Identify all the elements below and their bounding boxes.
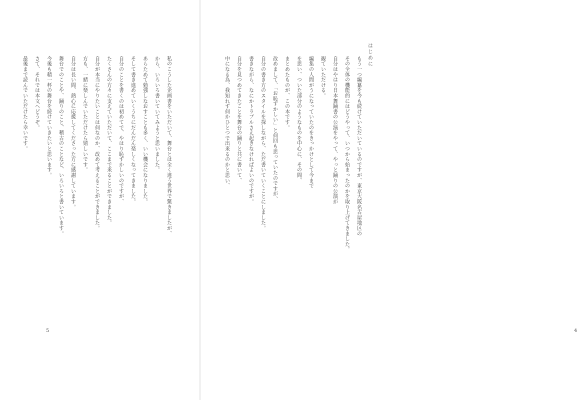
body-line: 自分が本当にやりたいことは何なのか、改めて考えることができました。 — [94, 56, 100, 231]
body-line: 改めまして、「お恥ずかしい」と何回も思っていたのですが、 — [272, 56, 278, 202]
body-line: 自分はやはり日本舞踊書の公演をやって、やっと踊りの公演が — [332, 56, 338, 205]
body-line: 中になる為、我知れず何かひとつで出来るのかと思い、 — [224, 56, 230, 189]
body-line: 観ていただける。 — [320, 56, 326, 99]
body-line: 私のこうした企画書をいただいて、舞台とは全く違う世界で驚きましたが、 — [166, 56, 172, 237]
page-number: 5 — [46, 328, 50, 334]
body-line: まとめたものが、この本です。 — [284, 56, 290, 131]
body-line: 最後まで読んでいただけたら幸いです。 — [22, 56, 28, 152]
left-page — [0, 0, 200, 400]
body-line: 自分は長い間、熱心に応援してくださった方に感謝しています。 — [70, 56, 76, 210]
body-line: その全体の機能的にはどうやって、いつから始まったのかを取り上げてきました。 — [344, 56, 350, 253]
body-line: を思い、ついた部分のようなものを中心に、その間、 — [296, 56, 302, 184]
body-line: 今後も精一杯の舞台を続けていきたいと思います。 — [46, 56, 52, 178]
body-line: 方も、一緒に楽しんでいただけたら嬉しいです。 — [82, 56, 88, 173]
body-line: 舞台でのことや、踊りのこと、稽古のことなど、いろいろと書いています。 — [58, 56, 64, 237]
body-line: 書きながら、なにかトラブルさえ起きなければよいのですが。 — [248, 56, 254, 205]
chapter-heading: はじめに — [367, 43, 373, 67]
body-line: 編集の人間がうになっていたのをきっかけとして今まで — [308, 56, 314, 189]
body-line: たくさんの方々に支えていただいて、ここまで来ることができました。 — [106, 56, 112, 226]
body-line: 自分の書き方のスタイルを探しながら、ただ書いていくことにしました。 — [260, 56, 266, 231]
body-line: あらためて勉強しなおすことも多く、いい機会になりました。 — [142, 56, 148, 205]
page-number: 4 — [574, 328, 577, 334]
body-line: 自分のことを書くのは初めてで、やはり恥ずかしいのですが、 — [118, 56, 124, 205]
right-page — [200, 0, 577, 400]
body-line: から、いろいろ書いていてみようと思いました。 — [154, 56, 160, 173]
body-line: もう一つ編纂を今も続けていただいているのですが、東京大阪名古屋地区の — [356, 56, 362, 237]
body-line: そして書き進めていくうちにだんだん楽しくなってきました。 — [130, 56, 136, 205]
body-line: 自分を見つめてきたことを舞台の踊りと共に書いて、 — [236, 56, 242, 184]
body-line: さて、それでは本文へどうぞ。 — [34, 56, 40, 131]
